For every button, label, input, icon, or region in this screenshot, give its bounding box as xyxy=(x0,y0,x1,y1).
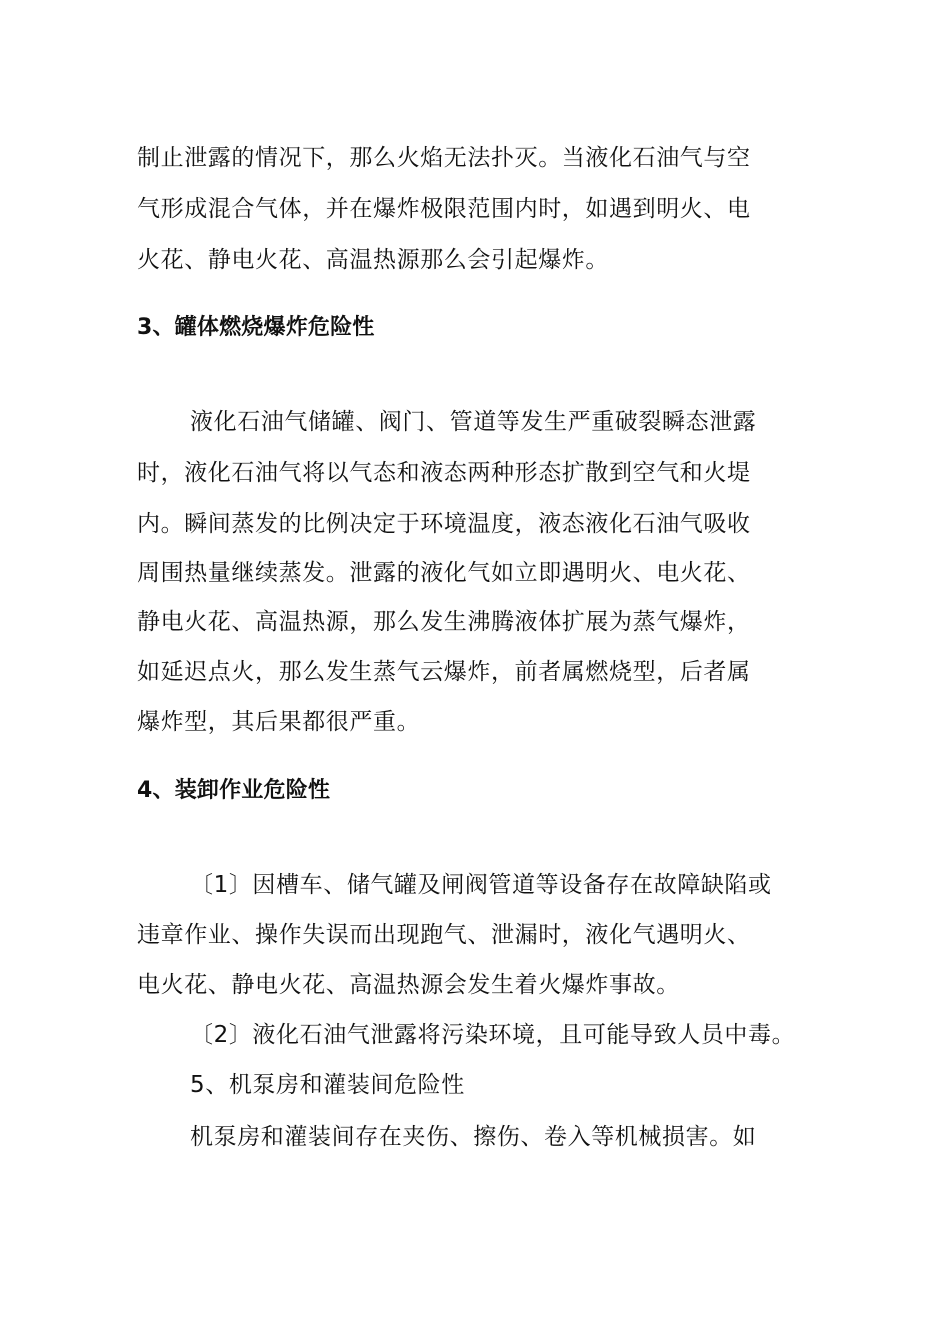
section-heading-4: 4、装卸作业危险性 xyxy=(137,778,331,803)
section-heading-3: 3、罐体燃烧爆炸危险性 xyxy=(137,315,375,340)
paragraph-line: 周围热量继续蒸发。泄露的液化气如立即遇明火、电火花、 xyxy=(137,560,751,586)
paragraph-line: 气形成混合气体，并在爆炸极限范围内时，如遇到明火、电 xyxy=(137,196,751,222)
paragraph-line: 火花、静电火花、高温热源那么会引起爆炸。 xyxy=(137,247,609,273)
paragraph-line: 〔2〕液化石油气泄露将污染环境，且可能导致人员中毒。 xyxy=(190,1022,796,1048)
paragraph-line: 〔1〕因槽车、储气罐及闸阀管道等设备存在故障缺陷或 xyxy=(190,872,772,898)
paragraph-line: 违章作业、操作失误而出现跑气、泄漏时，液化气遇明火、 xyxy=(137,922,751,948)
section-heading-5: 5、机泵房和灌装间危险性 xyxy=(190,1072,465,1098)
paragraph-line: 静电火花、高温热源，那么发生沸腾液体扩展为蒸气爆炸， xyxy=(137,609,751,635)
paragraph-line: 爆炸型，其后果都很严重。 xyxy=(137,709,421,735)
paragraph-line: 内。瞬间蒸发的比例决定于环境温度，液态液化石油气吸收 xyxy=(137,511,751,537)
paragraph-line: 如延迟点火，那么发生蒸气云爆炸，前者属燃烧型，后者属 xyxy=(137,659,751,685)
paragraph-line: 制止泄露的情况下，那么火焰无法扑灭。当液化石油气与空 xyxy=(137,145,751,171)
paragraph-line: 电火花、静电火花、高温热源会发生着火爆炸事故。 xyxy=(137,972,680,998)
paragraph-line: 机泵房和灌装间存在夹伤、擦伤、卷入等机械损害。如 xyxy=(190,1124,757,1150)
paragraph-line: 时，液化石油气将以气态和液态两种形态扩散到空气和火堤 xyxy=(137,460,751,486)
paragraph-line: 液化石油气储罐、阀门、管道等发生严重破裂瞬态泄露 xyxy=(190,409,757,435)
